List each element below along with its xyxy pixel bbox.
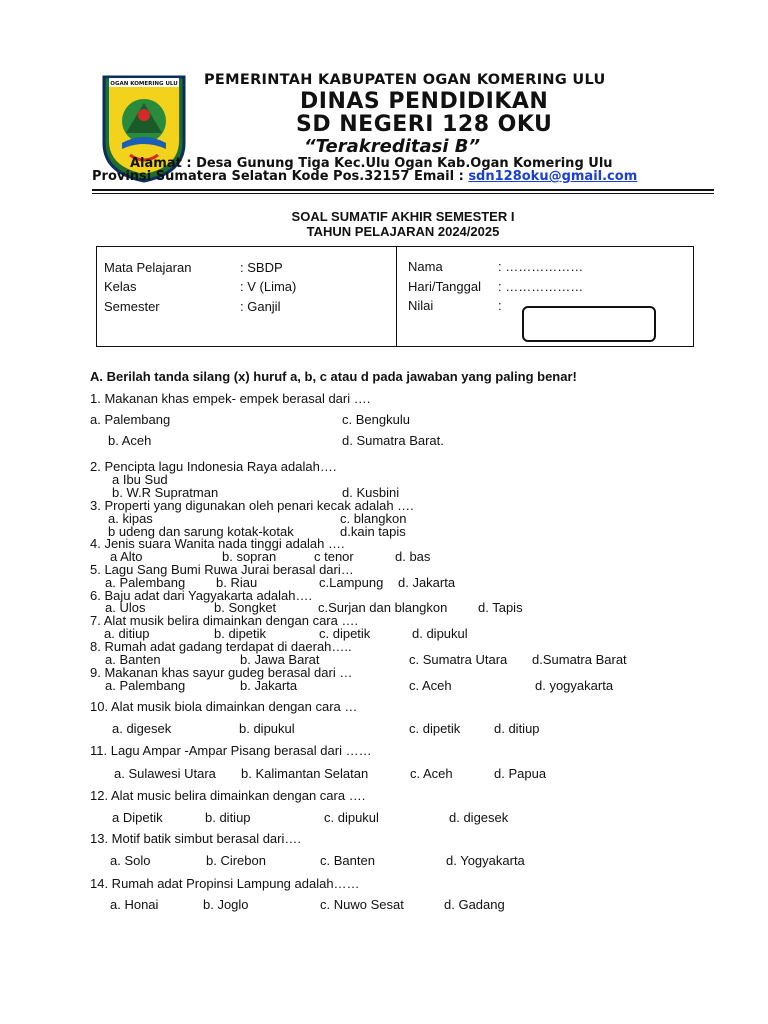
q2-option-a[interactable]: a Ibu Sud	[112, 472, 168, 487]
gov-name: PEMERINTAH KABUPATEN OGAN KOMERING ULU	[204, 72, 606, 88]
q8-option-c[interactable]: c. Sumatra Utara	[409, 652, 508, 667]
question-2: 2. Pencipta lagu Indonesia Raya adalah….	[90, 459, 337, 474]
exam-year: TAHUN PELAJARAN 2024/2025	[306, 224, 500, 239]
q8-option-d[interactable]: d.Sumatra Barat	[532, 652, 627, 667]
email-link[interactable]: sdn128oku@gmail.com	[468, 169, 638, 184]
nilai-colon: :	[498, 298, 502, 313]
q12-option-d[interactable]: d. digesek	[449, 810, 509, 825]
nama-label: Nama	[408, 259, 443, 274]
kelas-value: : V (Lima)	[240, 279, 297, 294]
q12-option-c[interactable]: c. dipukul	[324, 810, 379, 825]
q14-option-c[interactable]: c. Nuwo Sesat	[320, 897, 404, 912]
q1-option-d[interactable]: d. Sumatra Barat.	[342, 433, 444, 448]
question-10: 10. Alat musik biola dimainkan dengan cara …	[90, 699, 358, 714]
q6-option-c[interactable]: c.Surjan dan blangkon	[318, 600, 448, 615]
q6-option-b[interactable]: b. Songket	[214, 600, 277, 615]
q5-option-b[interactable]: b. Riau	[216, 575, 258, 590]
school-name: SD NEGERI 128 OKU	[296, 112, 553, 137]
q3-option-a[interactable]: a. kipas	[108, 511, 153, 526]
q8-option-b[interactable]: b. Jawa Barat	[240, 652, 320, 667]
q12-option-a[interactable]: a Dipetik	[112, 810, 163, 825]
question-9: 9. Makanan khas sayur gudeg berasal dari …	[90, 665, 353, 680]
q10-option-b[interactable]: b. dipukul	[239, 721, 295, 736]
question-7: 7. Alat musik belira dimainkan dengan cara ….	[90, 613, 359, 628]
q13-option-d[interactable]: d. Yogyakarta	[446, 853, 525, 868]
q6-option-d[interactable]: d. Tapis	[478, 600, 523, 615]
q4-option-a[interactable]: a Alto	[110, 549, 143, 564]
nilai-label: Nilai	[408, 298, 434, 313]
q11-option-c[interactable]: c. Aceh	[410, 766, 453, 781]
q1-option-c[interactable]: c. Bengkulu	[342, 412, 410, 427]
q13-option-b[interactable]: b. Cirebon	[206, 853, 266, 868]
mapel-label: Mata Pelajaran	[104, 260, 192, 275]
office-name: DINAS PENDIDIKAN	[300, 89, 549, 114]
q7-option-b[interactable]: b. dipetik	[214, 626, 267, 641]
header-divider	[92, 189, 714, 191]
q7-option-c[interactable]: c. dipetik	[319, 626, 371, 641]
accreditation: “Terakreditasi B”	[304, 136, 481, 157]
q14-option-b[interactable]: b. Joglo	[203, 897, 249, 912]
address-prefix: Provinsi Sumatera Selatan Kode Pos.32157 Email :	[92, 169, 469, 184]
section-a-instruction: A. Berilah tanda silang (x) huruf a, b, c atau d pada jawaban yang paling benar!	[90, 369, 577, 384]
address-line-1: Alamat : Desa Gunung Tiga Kec.Ulu Ogan Kab.Ogan Komering Ulu	[130, 156, 613, 171]
question-14: 14. Rumah adat Propinsi Lampung adalah……	[90, 876, 360, 891]
address-line-2	[92, 169, 637, 184]
identity-box-divider	[396, 246, 397, 347]
q9-option-d[interactable]: d. yogyakarta	[535, 678, 614, 693]
q12-option-b[interactable]: b. ditiup	[205, 810, 251, 825]
question-12: 12. Alat music belira dimainkan dengan cara ….	[90, 788, 366, 803]
q9-option-b[interactable]: b. Jakarta	[240, 678, 298, 693]
q10-option-a[interactable]: a. digesek	[112, 721, 172, 736]
q9-option-a[interactable]: a. Palembang	[105, 678, 186, 693]
q14-option-d[interactable]: d. Gadang	[444, 897, 505, 912]
q7-option-d[interactable]: d. dipukul	[412, 626, 468, 641]
q4-option-d[interactable]: d. bas	[395, 549, 431, 564]
question-13: 13. Motif batik simbut berasal dari….	[90, 831, 301, 846]
q4-option-b[interactable]: b. sopran	[222, 549, 277, 564]
q3-option-d[interactable]: d.kain tapis	[340, 524, 406, 539]
q2-option-b[interactable]: b. W.R Supratman	[112, 485, 219, 500]
q5-option-d[interactable]: d. Jakarta	[398, 575, 456, 590]
q6-option-a[interactable]: a. Ulos	[105, 600, 146, 615]
hari-tanggal-label: Hari/Tanggal	[408, 279, 481, 294]
q7-option-a[interactable]: a. ditiup	[104, 626, 150, 641]
q13-option-c[interactable]: c. Banten	[320, 853, 375, 868]
q5-option-c[interactable]: c.Lampung	[319, 575, 384, 590]
q13-option-a[interactable]: a. Solo	[110, 853, 151, 868]
nilai-score-box[interactable]	[522, 306, 656, 342]
mapel-value: : SBDP	[240, 260, 283, 275]
exam-title: SOAL SUMATIF AKHIR SEMESTER I	[291, 209, 515, 224]
q3-option-b[interactable]: b udeng dan sarung kotak-kotak	[108, 524, 294, 539]
q14-option-a[interactable]: a. Honai	[110, 897, 159, 912]
q5-option-a[interactable]: a. Palembang	[105, 575, 186, 590]
q2-option-d[interactable]: d. Kusbini	[342, 485, 400, 500]
q3-option-c[interactable]: c. blangkon	[340, 511, 407, 526]
logo-caption: OGAN KOMERING ULU	[110, 81, 178, 87]
q4-option-c[interactable]: c tenor	[314, 549, 354, 564]
semester-label: Semester	[104, 299, 160, 314]
question-8: 8. Rumah adat gadang terdapat di daerah…..	[90, 639, 352, 654]
question-6: 6. Baju adat dari Yagyakarta adalah….	[90, 588, 313, 603]
question-3: 3. Properti yang digunakan oleh penari kecak adalah ….	[90, 498, 414, 513]
q11-option-b[interactable]: b. Kalimantan Selatan	[241, 766, 369, 781]
kelas-label: Kelas	[104, 279, 137, 294]
q1-option-a[interactable]: a. Palembang	[90, 412, 171, 427]
q9-option-c[interactable]: c. Aceh	[409, 678, 452, 693]
question-11: 11. Lagu Ampar -Ampar Pisang berasal dari ……	[90, 743, 372, 758]
q1-option-b[interactable]: b. Aceh	[108, 433, 152, 448]
question-5: 5. Lagu Sang Bumi Ruwa Jurai berasal dari…	[90, 562, 354, 577]
q10-option-c[interactable]: c. dipetik	[409, 721, 461, 736]
question-4: 4. Jenis suara Wanita nada tinggi adalah ….	[90, 536, 345, 551]
semester-value: : Ganjil	[240, 299, 281, 314]
q11-option-d[interactable]: d. Papua	[494, 766, 547, 781]
nama-field[interactable]: : ………………	[498, 259, 584, 274]
q10-option-d[interactable]: d. ditiup	[494, 721, 540, 736]
hari-tanggal-field[interactable]: : ………………	[498, 279, 584, 294]
q8-option-a[interactable]: a. Banten	[105, 652, 161, 667]
question-1: 1. Makanan khas empek- empek berasal dari ….	[90, 391, 371, 406]
header-divider-thin	[92, 193, 714, 194]
q11-option-a[interactable]: a. Sulawesi Utara	[114, 766, 216, 781]
